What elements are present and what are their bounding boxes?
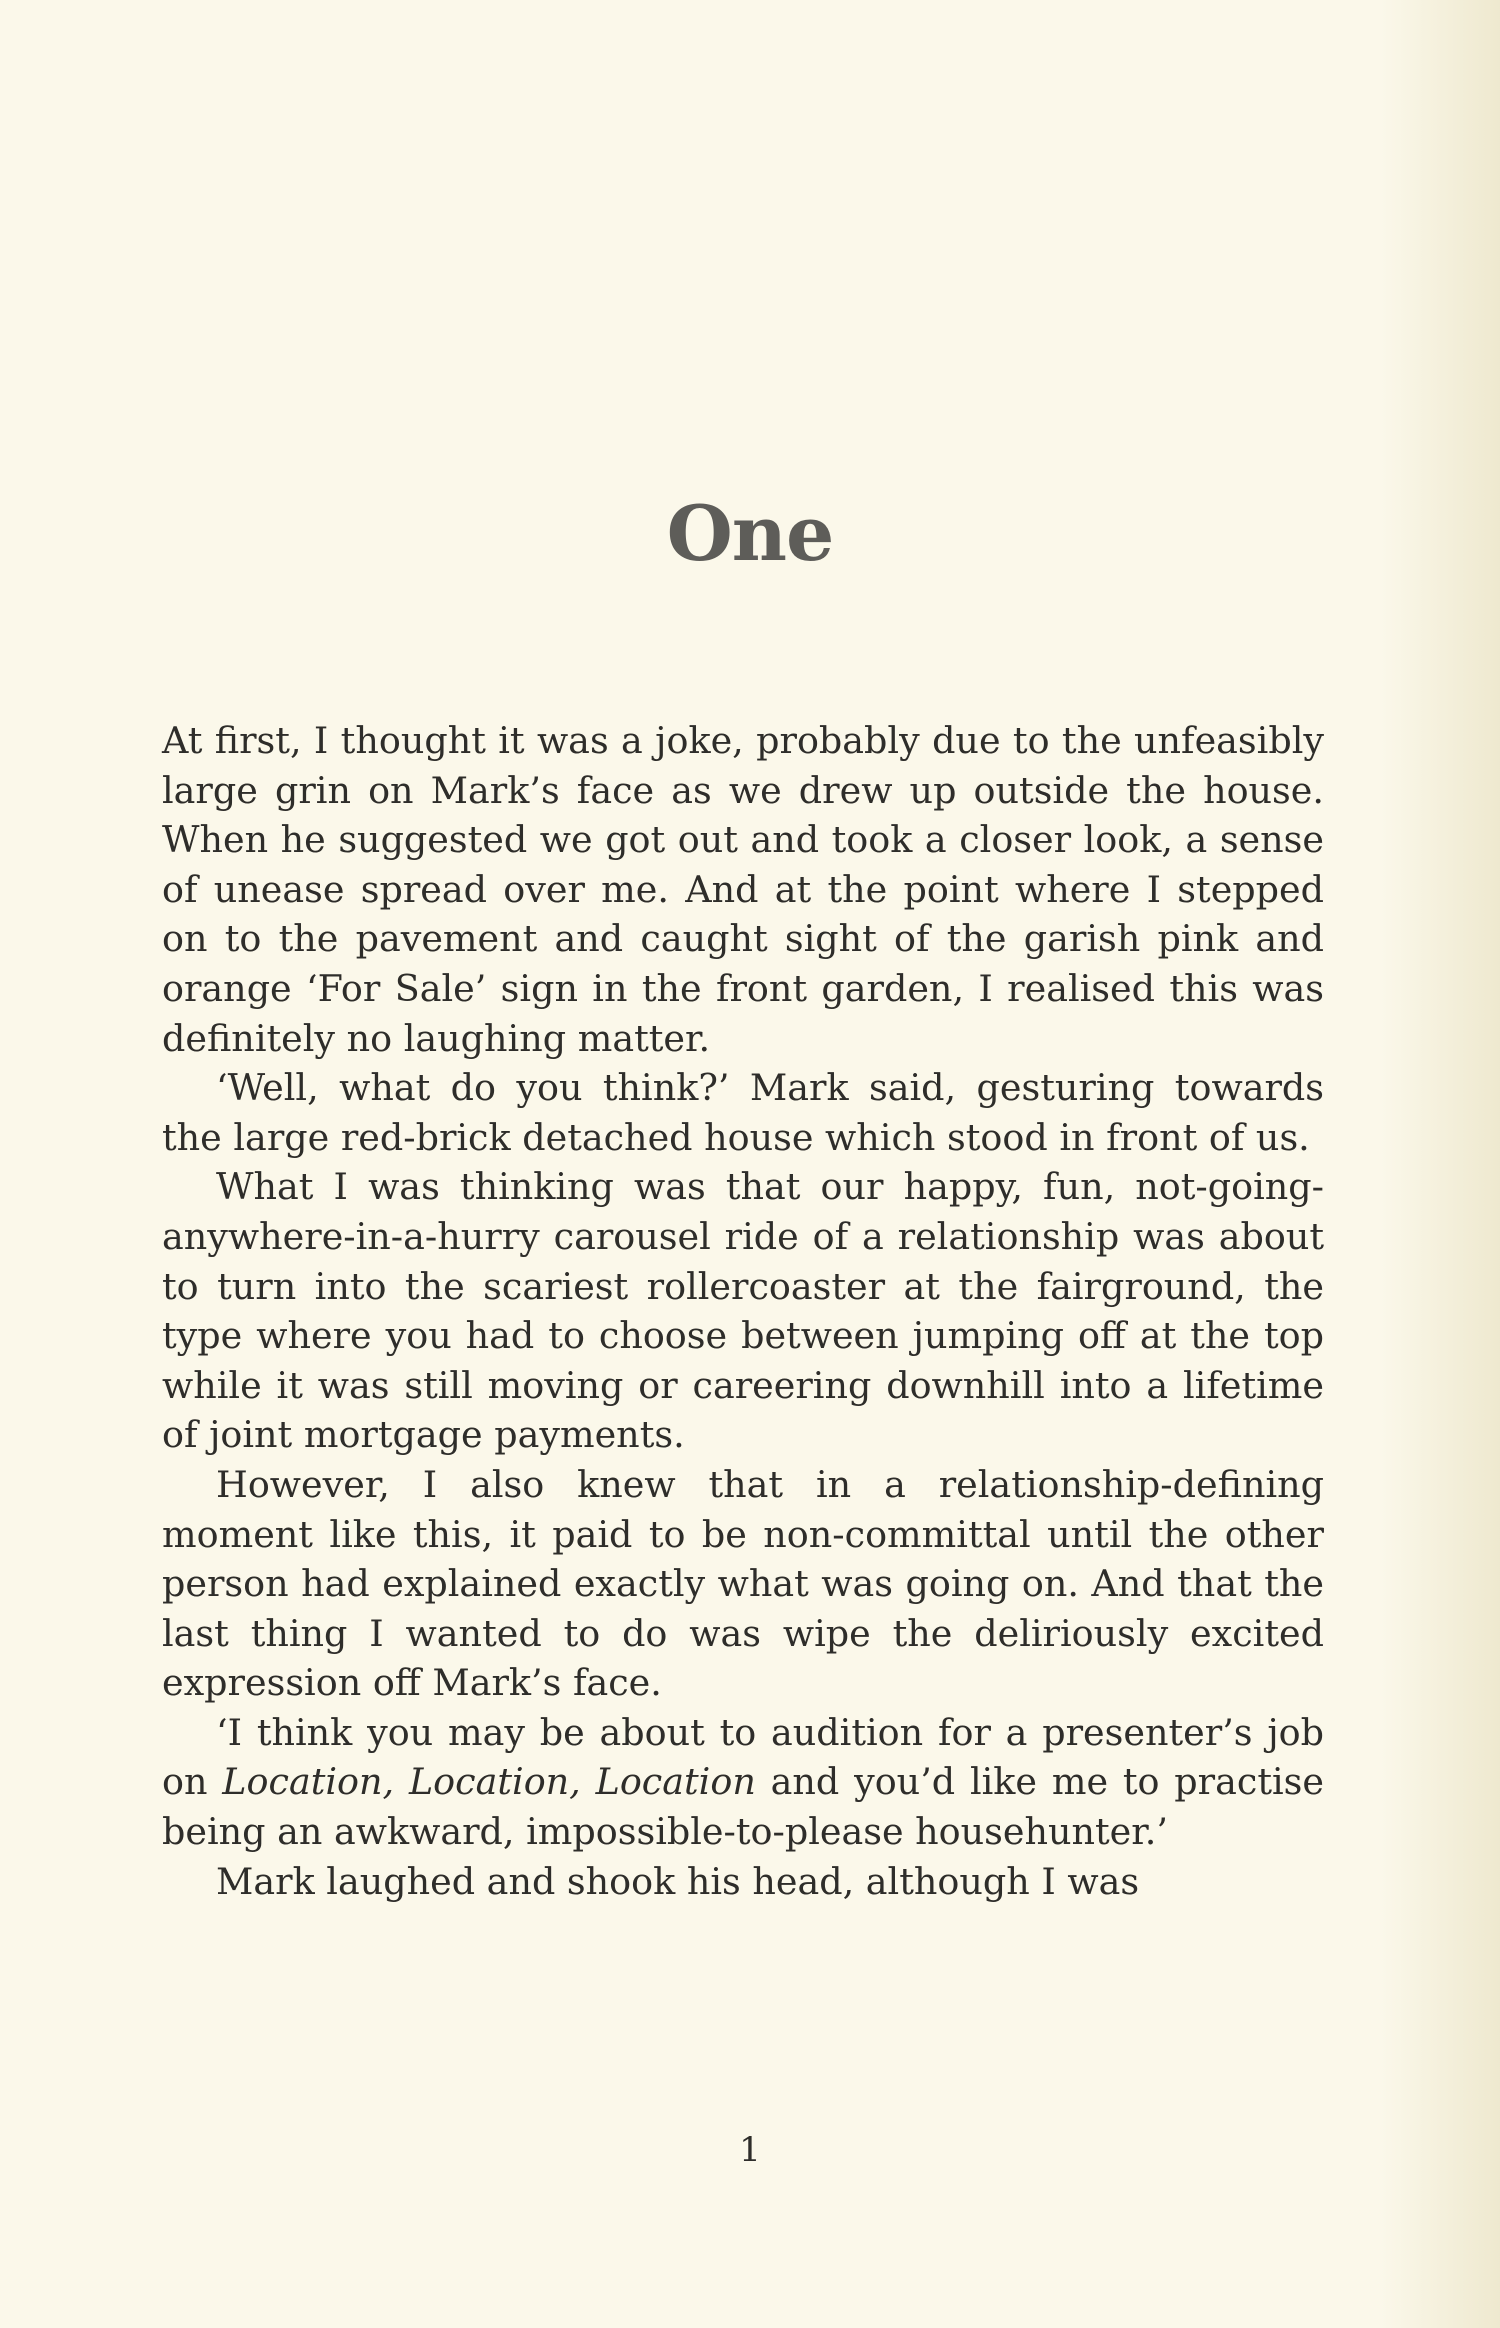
paragraph-2: ‘Well, what do you think?’ Mark said, gesturing towards the large red-brick detached house which stood in front of us.	[162, 1066, 1324, 1159]
paragraph-5	[162, 1708, 1324, 1857]
paragraph-4: However, I also knew that in a relationship-defining moment like this, it paid to be non-committal until the other person had explained exactly what was going on. And that the last thing I wanted to do was wipe the deliriously excited expression off Mark’s face.	[162, 1462, 1324, 1705]
show-title-italic: Location, Location, Location	[222, 1760, 756, 1804]
chapter-body	[162, 716, 1324, 1906]
paragraph-1: At first, I thought it was a joke, probably due to the unfeasibly large grin on Mark’s face as we drew up outside the house. When he suggested we got out and took a closer look, a sense of unease spread over me. And at the point where I stepped on to the pavement and caught sight of the garish pink and orange ‘For Sale’ sign in the front garden, I realised this was definitely no laughing matter.	[162, 719, 1324, 1060]
paragraph-5-lead: ‘I think you may be about to audition for a presenter’s job on	[162, 1710, 1324, 1804]
paragraph-3: What I was thinking was that our happy, fun, not-going-anywhere-in-a-hurry carousel ride of a relationship was about to turn into the scariest rollercoaster at the fairground, the type where you had to choose between jumping off at the top while it was still moving or careering downhill into a lifetime of joint mortgage payments.	[162, 1165, 1324, 1457]
chapter-title: One	[666, 489, 834, 578]
page-number: 1	[739, 2130, 761, 2170]
paragraph-6: Mark laughed and shook his head, although I was	[216, 1859, 1140, 1903]
paragraph-5-tail: and you’d like me to practise being an awkward, impossible-to-please househunter.’	[162, 1760, 1324, 1854]
